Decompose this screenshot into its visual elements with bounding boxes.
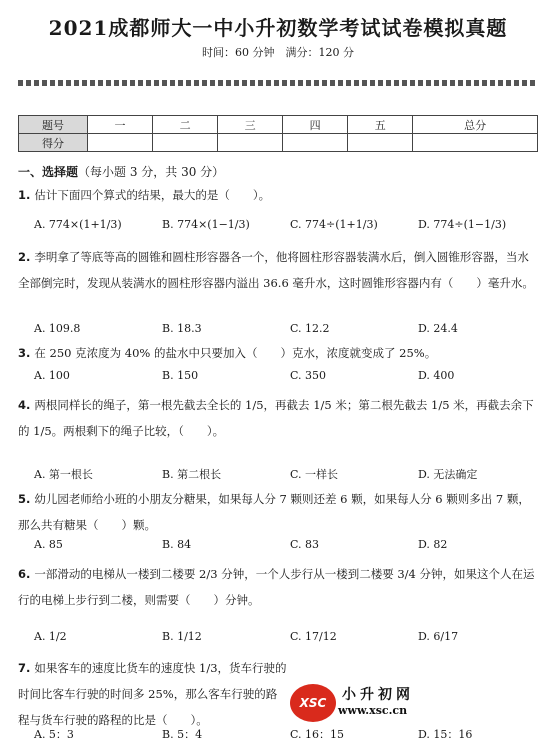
question-7	[18, 655, 288, 733]
question-text: 如果客车的速度比货车的速度快 1/3，货车行驶的时间比客车行驶的时间多 25%，那么客车行驶的路程与货车行驶的路程的比是（ ）。	[18, 661, 287, 727]
option-b[interactable]: B. 774×(1−1/3)	[162, 218, 250, 231]
option-c[interactable]: C. 一样长	[290, 468, 339, 481]
score-cell	[413, 134, 538, 152]
watermark-logo: XSC	[290, 684, 336, 722]
question-number: 6.	[18, 567, 31, 581]
score-cell	[88, 134, 153, 152]
question-text: 幼儿园老师给小班的小朋友分糖果，如果每人分 7 颗则还差 6 颗，如果每人分 6 颗则多出 7 颗，那么共有糖果（ ）颗。	[18, 492, 530, 532]
question-6	[18, 561, 538, 613]
column-header: 一	[88, 116, 153, 134]
section-title: 一、选择题	[18, 165, 79, 179]
score-cell	[283, 134, 348, 152]
exam-info: 时间：60 分钟 满分：120 分	[202, 46, 354, 59]
option-c[interactable]: C. 83	[290, 538, 320, 551]
option-c[interactable]: C. 774÷(1+1/3)	[290, 218, 378, 231]
column-header: 四	[283, 116, 348, 134]
question-number: 2.	[18, 250, 31, 264]
score-table-header-row	[19, 116, 538, 134]
option-b[interactable]: B. 150	[162, 369, 199, 382]
question-number: 5.	[18, 492, 31, 506]
option-d[interactable]: D. 774÷(1−1/3)	[418, 218, 507, 231]
row-header: 题号	[19, 116, 88, 134]
column-header: 五	[348, 116, 413, 134]
option-b[interactable]: B. 1/12	[162, 630, 202, 643]
option-c[interactable]: C. 16：15	[290, 728, 345, 741]
column-header: 三	[218, 116, 283, 134]
option-b[interactable]: B. 18.3	[162, 322, 202, 335]
option-c[interactable]: C. 350	[290, 369, 327, 382]
option-c[interactable]: C. 12.2	[290, 322, 330, 335]
question-1	[18, 182, 538, 208]
column-header: 总分	[413, 116, 538, 134]
question-text: 在 250 克浓度为 40% 的盐水中只要加入（ ）克水，浓度就变成了 25%。	[34, 346, 437, 360]
question-2	[18, 244, 538, 296]
dashed-divider	[18, 80, 538, 86]
option-b[interactable]: B. 5：4	[162, 728, 203, 741]
question-4	[18, 392, 538, 444]
section-note: （每小题 3 分，共 30 分）	[78, 165, 225, 179]
option-d[interactable]: D. 400	[418, 369, 455, 382]
option-d[interactable]: D. 82	[418, 538, 448, 551]
question-5	[18, 486, 538, 538]
question-number: 3.	[18, 346, 31, 360]
score-cell	[348, 134, 413, 152]
page-title: 2021成都师大一中小升初数学考试试卷模拟真题	[48, 16, 508, 40]
option-a[interactable]: A. 85	[34, 538, 63, 551]
question-text: 估计下面四个算式的结果，最大的是（ ）。	[34, 188, 271, 202]
question-number: 4.	[18, 398, 31, 412]
question-number: 7.	[18, 661, 31, 675]
option-d[interactable]: D. 无法确定	[418, 468, 478, 481]
question-text: 一部滑动的电梯从一楼到二楼要 2/3 分钟，一个人步行从一楼到二楼要 3/4 分钟，如果这个人在运行的电梯上步行到二楼，则需要（ ）分钟。	[18, 567, 535, 607]
option-b[interactable]: B. 第二根长	[162, 468, 222, 481]
score-cell	[218, 134, 283, 152]
option-d[interactable]: D. 6/17	[418, 630, 459, 643]
section-heading	[18, 163, 224, 180]
option-d[interactable]: D. 15：16	[418, 728, 473, 741]
question-text: 李明拿了等底等高的圆锥和圆柱形容器各一个，他将圆柱形容器装满水后，倒入圆锥形容器，当水全部倒完时，发现从装满水的圆柱形容器内溢出 36.6 毫升水，这时圆锥形容器内有（ ）毫升水。	[18, 250, 534, 290]
option-a[interactable]: A. 1/2	[34, 630, 67, 643]
column-header: 二	[153, 116, 218, 134]
option-a[interactable]: A. 第一根长	[34, 468, 93, 481]
option-a[interactable]: A. 100	[34, 369, 70, 382]
row-header: 得分	[19, 134, 88, 152]
score-cell	[153, 134, 218, 152]
question-number: 1.	[18, 188, 31, 202]
option-a[interactable]: A. 109.8	[34, 322, 81, 335]
watermark-url: www.xsc.cn	[338, 704, 408, 717]
option-c[interactable]: C. 17/12	[290, 630, 337, 643]
question-text: 两根同样长的绳子，第一根先截去全长的 1/5，再截去 1/5 米；第二根先截去 1/5 米，再截去余下的 1/5。两根剩下的绳子比较，（ ）。	[18, 398, 534, 438]
score-table-score-row	[19, 134, 538, 152]
option-d[interactable]: D. 24.4	[418, 322, 458, 335]
watermark-name: 小升初网	[342, 687, 414, 703]
score-table	[18, 115, 538, 152]
option-a[interactable]: A. 5：3	[34, 728, 74, 741]
question-3	[18, 340, 538, 366]
option-a[interactable]: A. 774×(1+1/3)	[34, 218, 122, 231]
option-b[interactable]: B. 84	[162, 538, 192, 551]
